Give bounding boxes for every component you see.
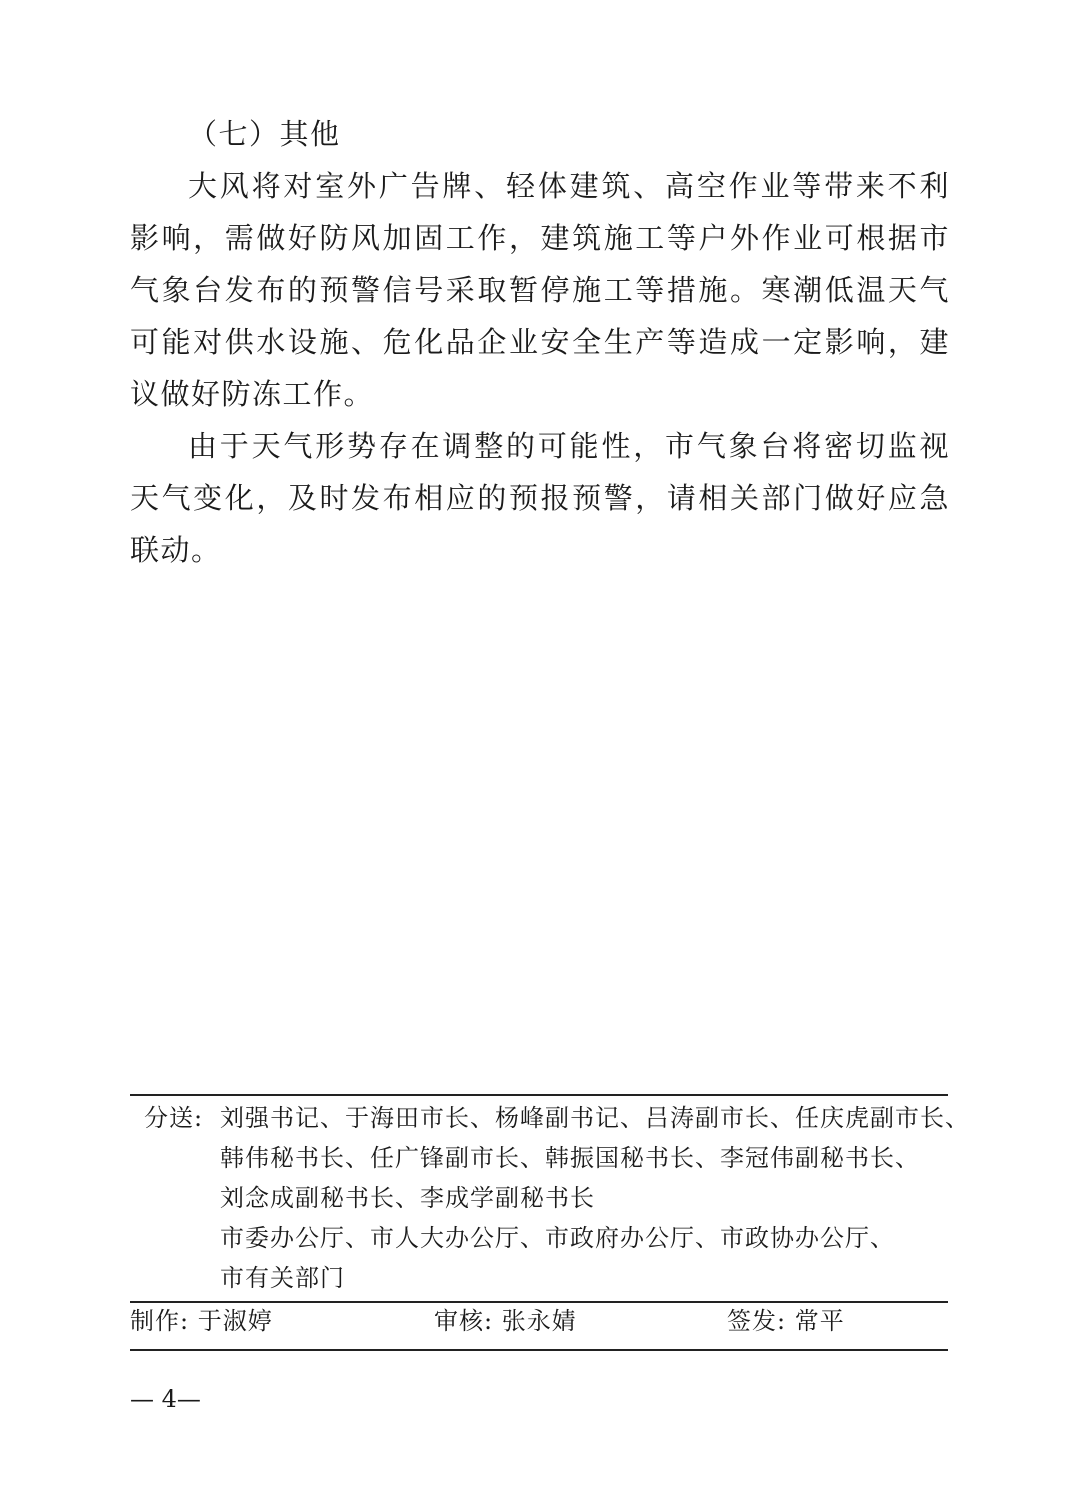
distribution-line: 市委办公厅、市人大办公厅、市政府办公厅、市政协办公厅、 bbox=[220, 1224, 895, 1252]
distribution-line: 市有关部门 bbox=[220, 1264, 345, 1292]
paragraph-forecast-update: 由于天气形势存在调整的可能性，市气象台将密切监视天气变化，及时发布相应的预报预警，请相关部门做好应急联动。 bbox=[130, 429, 950, 567]
distribution-line: 刘强书记、于海田市长、杨峰副书记、吕涛副市长、任庆虎副市长、 bbox=[220, 1104, 970, 1132]
distribution-label: 分送: bbox=[144, 1104, 204, 1132]
reviewed-by: 审核: 张永婧 bbox=[434, 1307, 577, 1335]
issued-by: 签发: 常平 bbox=[727, 1307, 845, 1335]
document-body bbox=[130, 108, 950, 576]
distribution-line: 刘念成副秘书长、李成学副秘书长 bbox=[220, 1184, 595, 1212]
page-number: — 4— bbox=[130, 1385, 201, 1413]
signoff-row bbox=[130, 1299, 948, 1351]
paragraph-wind-cold: 大风将对室外广告牌、轻体建筑、高空作业等带来不利影响，需做好防风加固工作，建筑施工等户外作业可根据市气象台发布的预警信号采取暂停施工等措施。寒潮低温天气可能对供水设施、危化品企业安全生产等造成一定影响，建议做好防冻工作。 bbox=[130, 169, 950, 411]
made-by: 制作: 于淑婷 bbox=[130, 1307, 273, 1335]
distribution-line: 韩伟秘书长、任广锋副市长、韩振国秘书长、李冠伟副秘书长、 bbox=[220, 1144, 920, 1172]
section-heading: （七）其他 bbox=[188, 117, 341, 151]
distribution-block bbox=[130, 1094, 970, 1303]
